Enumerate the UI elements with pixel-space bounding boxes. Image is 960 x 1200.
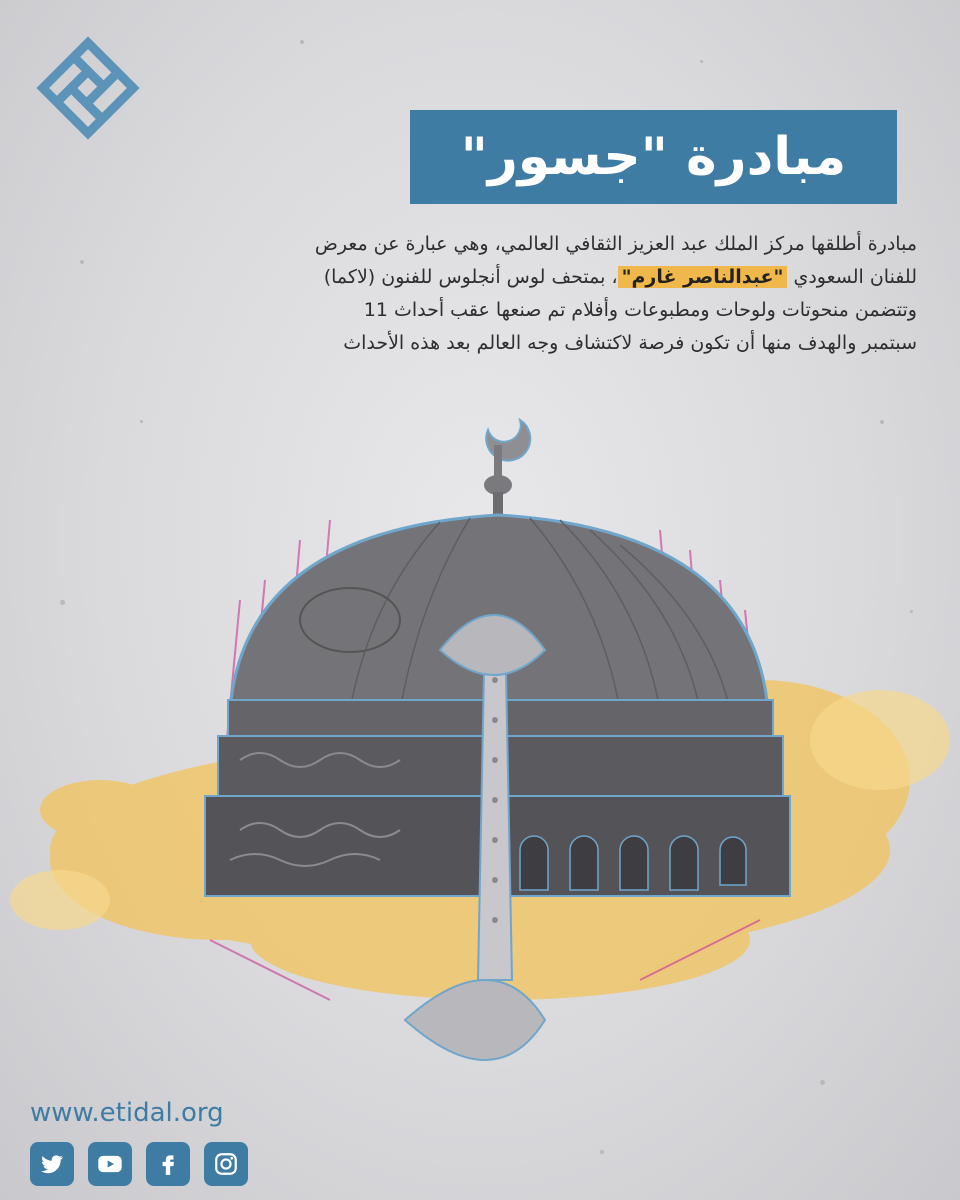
facebook-button[interactable] (146, 1142, 190, 1186)
youtube-icon (96, 1150, 124, 1178)
instagram-icon (213, 1151, 239, 1177)
description-line-1: مبادرة أطلقها مركز الملك عبد العزيز الثقافي العالمي، وهي عبارة عن معرض (314, 233, 917, 255)
instagram-button[interactable] (204, 1142, 248, 1186)
etidal-logo[interactable] (28, 28, 148, 148)
description-line-4: سبتمبر والهدف منها أن تكون فرصة لاكتشاف وجه العالم بعد هذه الأحداث (343, 332, 917, 354)
description-line-2 (200, 261, 917, 294)
description (200, 228, 917, 360)
description-line-2-end: ، بمتحف لوس أنجلوس للفنون (لاكما) (323, 266, 618, 288)
page-title: مبادرة "جسور" (460, 127, 847, 187)
facebook-icon (155, 1151, 181, 1177)
website-link[interactable]: www.etidal.org (30, 1098, 224, 1128)
youtube-button[interactable] (88, 1142, 132, 1186)
description-line-3: وتتضمن منحوتات ولوحات ومطبوعات وأفلام تم صنعها عقب أحداث 11 (363, 299, 917, 321)
etidal-calligraphy-logo-icon (28, 28, 148, 148)
title-banner (410, 110, 897, 204)
artist-name-highlight: "عبدالناصر غارم" (618, 266, 788, 288)
mosque-dome-sculpture-icon (0, 380, 960, 1100)
dome-illustration (0, 380, 960, 1100)
twitter-button[interactable] (30, 1142, 74, 1186)
social-links (30, 1142, 248, 1186)
twitter-icon (39, 1151, 65, 1177)
description-line-2-start: للفنان السعودي (787, 266, 917, 288)
